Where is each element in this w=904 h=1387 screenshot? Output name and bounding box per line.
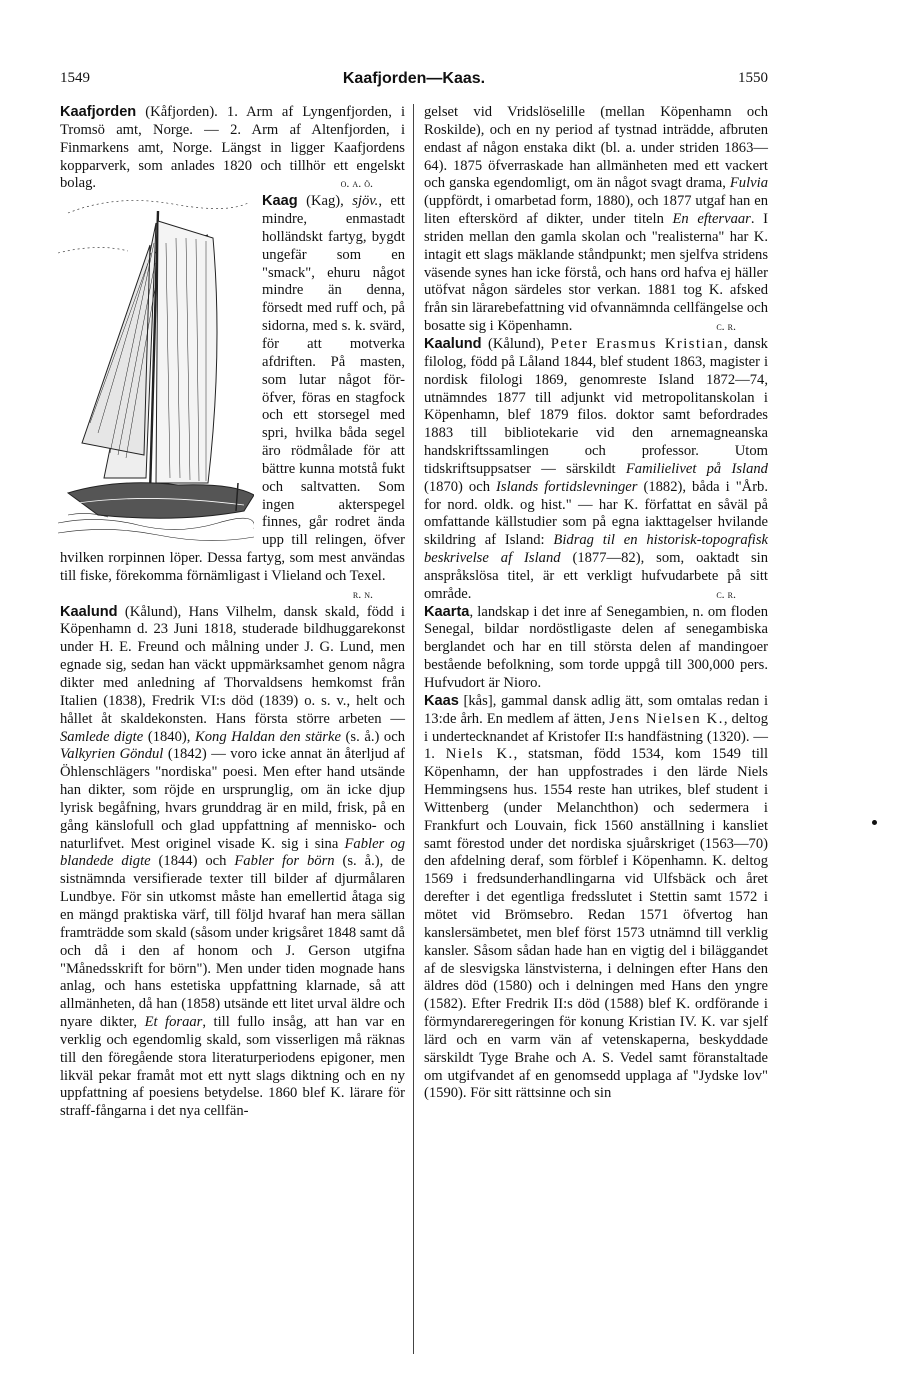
entry-kaalund-hans-continued (424, 104, 768, 336)
entry-text: (Kålund), (481, 335, 551, 352)
running-title: Kaafjorden—Kaas. (342, 70, 486, 87)
entry-text: (1882), båda i "Årb. for nord. oldk. og hist." — har K. författat en såväl på omfattande källstudier som på egna iakttagelser hvilande skildring af Island: (424, 478, 768, 549)
headword: Kaafjorden (60, 104, 137, 120)
person-name: Peter Erasmus Kristian (550, 335, 724, 352)
entry-kaalund-hans (60, 604, 405, 1121)
entry-text: , till fullo insåg, att han var en verklig och egendomlig skald, som visserligen må räknas till den föregående stora literaturperiodens epigoner, men likväl pekar framåt mot ett nytt slags diktning och en ny uppfattning af poesiens betydelse. 1860 blef K. lärare för straff-fångarna i det nya cellfän- (60, 1014, 405, 1120)
page-number-right: 1550 (738, 70, 768, 86)
column-right (424, 104, 768, 1103)
work-title: Fabler for börn (234, 853, 335, 870)
entry-text: (Kåfjorden). 1. Arm af Lyngenfjorden, i Tromsö amt, Norge. — 2. Arm af Altenfjorden, i Finmarkens amt, Norge. Längst in ligger Kaafjordens kopparverk, som anlades 1820 och tillhör ett engelskt bolag. (60, 104, 405, 192)
entry-italic: sjöv. (352, 193, 379, 210)
entry-text: (1840), (143, 728, 195, 745)
entry-kaarta (424, 604, 768, 693)
column-left (60, 104, 405, 1121)
work-title: Islands fortidslevninger (496, 478, 638, 495)
entry-text: (s. å.), de sistnämnda versifierade texter till bilder af djurmålaren Lundbye. För sin utkomst måste han emellertid åtaga sig en mängd praktiska värf, till följd hvaraf han mera sällan framträdde som skald (såsom under krigsåret 1848 samt då och då i den af honom och J. Gerson utgifna "Månedsskrift for börn"). Men under tiden mognade hans anlag, och hans estetiska uppfattning klarnade, så att allmänheten, då han (1858) utsände ett litet urval äldre och nyare dikter, (60, 853, 405, 1031)
entry-kaas (424, 693, 768, 1103)
author-signature: o. a. ö. (340, 176, 373, 191)
entry-kaalund-peter (424, 336, 768, 604)
column-divider (413, 104, 414, 1354)
entry-kaag (60, 193, 405, 601)
headword: Kaag (262, 193, 298, 210)
entry-text: (s. å.) och (340, 728, 405, 745)
entry-kaafjorden (60, 104, 405, 193)
entry-text: , landskap i det inre af Senegambien, n. om floden Senegal, bildar nordöstligaste delen af senegambiska berglandet och har en till största delen af mandingoer bestående befolkning, som torde uppgå till 300,000 pers. Hufvudort är Nioro. (424, 603, 768, 691)
entry-text: [kås], gammal dansk adlig ätt, som omtalas redan i 13:de årh. En medlem af ätten, (424, 692, 768, 727)
person-name: Niels K. (445, 746, 514, 763)
entry-text: gelset vid Vridslöselille (mellan Köpenhamn och Roskilde), och en ny period af tystnad inträdde, afbruten endast af någon enstaka dikt (bl. a. under striden 1863—64). 1875 öfverraskade han allmänheten med ett vackert och ganska egendomligt, om än något svagt drama, Fulvia (uppfördt, i omarbetad form, 1880), och 1877 utgaf han en liten efterskörd af dikter, under titeln En eftervaar. I striden mellan den gamla skolan och "realisterna" har K. intagit ett slags mäklande ståndpunkt; men sjelfva stridens väsende synes han icke förstå, och hans ord hafva ej häller utöfvat någon särdeles stor verkan. 1881 tog K. afsked från sin lärarebefattning vid ofvannämnda cellfängelse och bosatte sig i Köpenhamn. (424, 104, 768, 335)
entry-text: (1842) — voro icke annat än återljud af Öhlenschlägers "nordiska" poesi. Men efter hand utsände han dikter, som röjde en ursprunglig, om än icke djup lyrisk begåfning, hvars grunddrag är en mild, frisk, på en gång känslofull och glad uppfattning af mennisko- och naturlifvet. Mest originel visade K. sig i sina (60, 746, 405, 852)
page-number-left: 1549 (60, 70, 90, 86)
work-title: Valkyrien Göndul (60, 746, 164, 763)
work-title: Et foraar (144, 1014, 203, 1031)
entry-text: (1844) och (150, 853, 235, 870)
page-header (60, 70, 768, 94)
work-title: Kong Haldan den stärke (195, 728, 341, 745)
author-signature: c. r. (716, 319, 736, 334)
entry-text: (1870) och (424, 478, 497, 495)
entry-text: , statsman, född 1534, kom 1549 till Köpenhamn, der han uppfostrades i den lärde Niels Hemmingsens hus. 1554 reste han utrikes, blef student i Wittenberg (under Melanchthon) och sedermera i Frankfurt och Louvain, fick 1560 anställning i kansliet samt förestod under det nordiska sjuårskriget (1563—70) den afdelning deraf, som förblef i Köpenhamn. K. deltog 1569 i fredsunderhandlingarna vid Ulfsbäck och året derefter i det egentliga fredsslutet i Stettin samt 1572 i mötet vid Brömsebro. Redan 1571 öfvertog han kanslersämbetet, men blef först 1573 utnämnd till verklig kansler. Såsom sådan hade han en vigtig del i biläggandet af de slesvigska länstvisterna, i delningen efter Hans den äldres död (1580) och i delningen med Hans den yngre (1582). Efter Fredrik II:s död (1588) blef K. ordförande i förmyndareregeringen för konung Kristian IV. K. var sjelf lärd och en varm vän af vetenskaperna, beskyddade särskildt Tyge Brahe och A. S. Vedel samt föranstaltade om utgifvandet af en genomsedd upplaga af "Jydske lov" (1590). För sitt rättsinne och sin (424, 746, 768, 1102)
work-title: Fabler og blandede digte (60, 835, 405, 870)
headword: Kaalund (60, 603, 118, 620)
entry-text: . I striden mellan den gamla skolan och "realisterna" har K. intagit ett slags mäklande ståndpunkt; men sjelfva stridens väsende synes han icke förstå, och hans ord hafva ej häller utöfvat någon särdeles stor verkan. 1881 tog K. afsked från sin lärarebefattning vid ofvannämnda cellfängelse och bosatte sig i Köpenhamn. (424, 211, 768, 335)
author-signature: r. n. (352, 586, 373, 601)
ship-engraving-icon (58, 193, 254, 542)
headword: Kaas (424, 692, 459, 709)
entry-text: (1877—82), som, oaktadt sin anspråkslösa titel, är ett verkligt hufvudarbete på sitt område. (424, 550, 768, 602)
entry-text: , deltog i undertecknandet af Kristofer II:s handfästning (1320). — 1. (424, 710, 769, 763)
ink-dot (872, 820, 877, 825)
work-title: Samlede digte (60, 728, 144, 745)
person-name: Jens Nielsen K. (609, 710, 724, 727)
entry-text: (Kålund), Hans Vilhelm, dansk skald, född i Köpenhamn d. 23 Juni 1818, studerade bildhuggarekonst under H. E. Freund och målning under J. G. Lund, men egnade sig, sedan han väckt uppmärksamhet genom några dikter med anledning af Thorvaldsens hemkomst från Italien (1838), Fredrik VI:s död (1839) o. s. v., helt och hållet åt skaldekonsten. Hans första större arbeten — (60, 603, 405, 727)
entry-text: , ett mindre, enmastadt holländskt fartyg, bygdt ungefär som en "smack", ehuru något mindre än denna, försedt med ruff och, på sidorna, med s. k. svärd, för att motverka afdriften. På masten, som lutar något för-öfver, föras en stagfock och ett storsegel med spri, hvilka båda segel äro rödmålade för att bättre kunna motstå fukt och saltvatten. Som ingen akterspegel finnes, går rodret ända upp till relingen, öfver hvilken rorpinnen löper. Dessa fartyg, som mest användas till fiske, förekomma förnämligast i Vlieland och Texel. (60, 193, 405, 584)
author-signature: c. r. (716, 586, 736, 601)
work-title: Bidrag til en historisk-topografisk beskrivelse af Island (424, 532, 768, 567)
entry-text: (uppfördt, i omarbetad form, 1880), och 1877 utgaf han en liten efterskörd af dikter, under titeln (424, 193, 768, 228)
work-title: Familielivet på Island (625, 460, 768, 477)
headword: Kaarta (424, 603, 470, 620)
entry-text: , dansk filolog, född på Låland 1844, blef student 1863, magister i nordisk filologi 1869, genomreste Island 1872—74, utnämndes 1877 till adjunkt vid metropolitanskolan i Köpenhamn, blef 1879 filos. doktor samt befordrades 1883 till bibliotekarie vid den arnemagneanska handskriftssamlingen och professor. Utom tidskriftsuppsatser — särskildt (424, 335, 768, 477)
work-title: Fulvia (729, 175, 768, 192)
entry-text: (Kag), (297, 193, 353, 210)
work-title: En eftervaar (672, 211, 751, 228)
headword: Kaalund (424, 335, 482, 352)
